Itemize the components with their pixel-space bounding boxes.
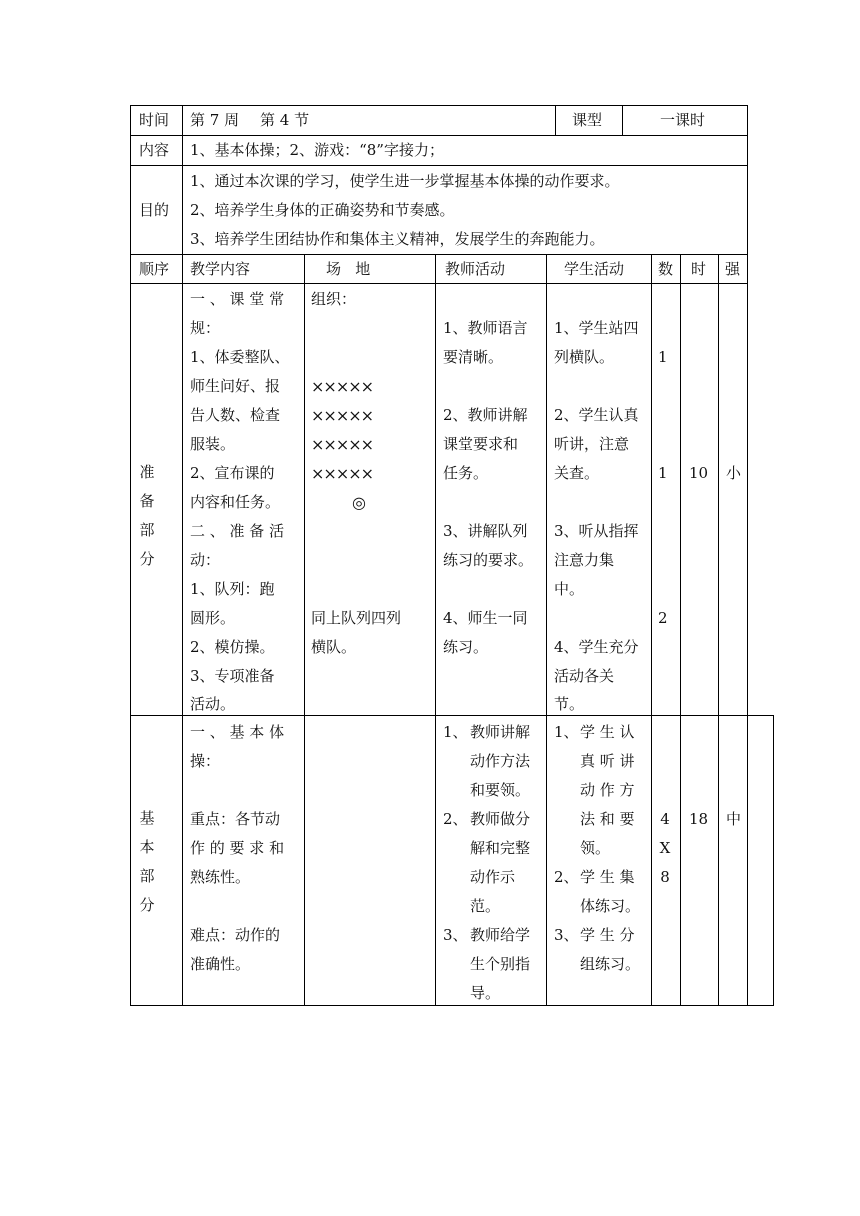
basic-teacher-line: 生个别指 bbox=[470, 955, 531, 973]
prep-content-line: 动： bbox=[190, 551, 221, 569]
goal-line: 1、通过本次课的学习，使学生进一步掌握基本体操的动作要求。 bbox=[190, 172, 620, 190]
basic-teacher-line: 教师做分 bbox=[470, 810, 531, 828]
basic-label-char: 部 bbox=[139, 867, 155, 885]
col-intensity: 强 bbox=[725, 260, 741, 278]
basic-teacher-line: 解和完整 bbox=[470, 839, 531, 857]
prep-student-line: 注意力集 bbox=[554, 551, 615, 569]
basic-student-line: 学 生 集 bbox=[580, 868, 635, 886]
prep-teacher-line: 练习。 bbox=[443, 638, 489, 656]
basic-teacher-line: 和要领。 bbox=[470, 781, 531, 799]
venue-title: 组织： bbox=[311, 290, 357, 308]
goal-line: 3、培养学生团结协作和集体主义精神，发展学生的奔跑能力。 bbox=[190, 230, 605, 248]
prep-label-char: 分 bbox=[139, 550, 155, 568]
basic-count-char: 4 bbox=[660, 810, 670, 828]
basic-intensity: 中 bbox=[726, 810, 742, 828]
prep-content-line: 内容和任务。 bbox=[190, 493, 281, 511]
content-value: 1、基本体操；2、游戏：“8”字接力； bbox=[190, 141, 444, 159]
prep-content-line: 一 、 课 堂 常 bbox=[190, 290, 285, 308]
prep-student-line: 活动各关 bbox=[554, 667, 615, 685]
basic-student-no: 2、 bbox=[554, 868, 579, 886]
basic-student-line: 动 作 方 bbox=[580, 781, 635, 799]
basic-student-no: 3、 bbox=[554, 926, 579, 944]
basic-teacher-line: 动作示 bbox=[470, 868, 516, 886]
basic-label-char: 分 bbox=[139, 896, 155, 914]
prep-content-line: 二 、 准 备 活 bbox=[190, 522, 285, 540]
basic-content-line: 作 的 要 求 和 bbox=[190, 839, 285, 857]
prep-teacher-line: 1、教师语言 bbox=[443, 319, 528, 337]
col-count: 数 bbox=[658, 260, 674, 278]
basic-count-char: 8 bbox=[660, 868, 670, 886]
prep-teacher-line: 课堂要求和 bbox=[443, 435, 519, 453]
col-time: 时 bbox=[691, 260, 707, 278]
week-label: 第 7 周 bbox=[190, 111, 240, 129]
prep-teacher-line: 4、师生一同 bbox=[443, 609, 528, 627]
prep-content-line: 师生问好、报 bbox=[190, 377, 281, 395]
basic-student-line: 学 生 分 bbox=[580, 926, 635, 944]
basic-student-no: 1、 bbox=[554, 723, 579, 741]
prep-content-line: 活动。 bbox=[190, 695, 236, 713]
prep-content-line: 1、体委整队、 bbox=[190, 348, 290, 366]
prep-content-line: 告人数、检查 bbox=[190, 406, 281, 424]
prep-content-line: 规： bbox=[190, 319, 221, 337]
goal-line: 2、培养学生身体的正确姿势和节奏感。 bbox=[190, 201, 455, 219]
basic-teacher-line: 教师讲解 bbox=[470, 723, 531, 741]
col-venue: 场 地 bbox=[326, 260, 371, 278]
basic-content-line: 熟练性。 bbox=[190, 868, 251, 886]
formation-row: ××××× bbox=[311, 406, 374, 425]
prep-student-line: 关查。 bbox=[554, 464, 600, 482]
prep-student-line: 中。 bbox=[554, 580, 585, 598]
prep-teacher-line: 要清晰。 bbox=[443, 348, 504, 366]
lesson-type-value: 一课时 bbox=[660, 111, 706, 129]
prep-teacher-line: 任务。 bbox=[443, 464, 489, 482]
content-label: 内容 bbox=[139, 141, 170, 159]
prep-student-line: 2、学生认真 bbox=[554, 406, 639, 424]
basic-student-line: 法 和 要 bbox=[580, 810, 635, 828]
basic-teacher-line: 导。 bbox=[470, 984, 501, 1002]
basic-student-line: 组练习。 bbox=[580, 955, 641, 973]
basic-student-line: 领。 bbox=[580, 839, 611, 857]
prep-time: 10 bbox=[689, 464, 709, 482]
prep-label-char: 准 bbox=[139, 463, 155, 481]
section-label: 第 4 节 bbox=[260, 111, 310, 129]
formation-row: ××××× bbox=[311, 464, 374, 483]
formation-row: ××××× bbox=[311, 435, 374, 454]
basic-teacher-line: 范。 bbox=[470, 897, 501, 915]
prep-teacher-line: 2、教师讲解 bbox=[443, 406, 528, 424]
prep-content-line: 圆形。 bbox=[190, 609, 236, 627]
prep-count: 2 bbox=[658, 609, 668, 627]
basic-student-line: 学 生 认 bbox=[580, 723, 635, 741]
time-label: 时间 bbox=[139, 111, 170, 129]
basic-teacher-no: 1、 bbox=[443, 723, 468, 741]
prep-student-line: 列横队。 bbox=[554, 348, 615, 366]
prep-count: 1 bbox=[658, 464, 668, 482]
basic-count-char: X bbox=[659, 839, 671, 857]
prep-count: 1 bbox=[658, 348, 668, 366]
basic-content-line: 准确性。 bbox=[190, 955, 251, 973]
basic-teacher-line: 动作方法 bbox=[470, 752, 531, 770]
prep-student-line: 1、学生站四 bbox=[554, 319, 639, 337]
prep-content-line: 1、队列：跑 bbox=[190, 580, 275, 598]
prep-student-line: 3、听从指挥 bbox=[554, 522, 639, 540]
prep-student-line: 节。 bbox=[554, 695, 585, 713]
basic-teacher-line: 教师给学 bbox=[470, 926, 531, 944]
prep-content-line: 2、模仿操。 bbox=[190, 638, 275, 656]
basic-label-char: 基 bbox=[139, 809, 155, 827]
prep-label-char: 备 bbox=[139, 492, 155, 510]
lesson-type-label: 课型 bbox=[572, 111, 603, 129]
prep-label-char: 部 bbox=[139, 521, 155, 539]
basic-label-char: 本 bbox=[139, 838, 155, 856]
basic-time: 18 bbox=[689, 810, 709, 828]
teacher-position-mark: ◎ bbox=[352, 493, 366, 512]
prep-student-line: 4、学生充分 bbox=[554, 638, 639, 656]
prep-teacher-line: 3、讲解队列 bbox=[443, 522, 528, 540]
prep-intensity: 小 bbox=[726, 464, 742, 482]
prep-content-line: 服装。 bbox=[190, 435, 236, 453]
prep-student-line: 听讲，注意 bbox=[554, 435, 630, 453]
basic-student-line: 真 听 讲 bbox=[580, 752, 635, 770]
basic-teacher-no: 3、 bbox=[443, 926, 468, 944]
goal-label: 目的 bbox=[139, 201, 170, 219]
prep-teacher-line: 练习的要求。 bbox=[443, 551, 534, 569]
formation-row: ××××× bbox=[311, 377, 374, 396]
basic-teacher-no: 2、 bbox=[443, 810, 468, 828]
basic-content-line: 操： bbox=[190, 752, 221, 770]
col-content: 教学内容 bbox=[190, 260, 251, 278]
prep-content-line: 2、宣布课的 bbox=[190, 464, 275, 482]
col-order: 顺序 bbox=[139, 260, 170, 278]
col-student: 学生活动 bbox=[564, 260, 625, 278]
venue-note-line: 横队。 bbox=[311, 638, 357, 656]
prep-content-line: 3、专项准备 bbox=[190, 667, 275, 685]
venue-note-line: 同上队列四列 bbox=[311, 609, 402, 627]
basic-content-line: 一 、 基 本 体 bbox=[190, 723, 285, 741]
col-teacher: 教师活动 bbox=[445, 260, 506, 278]
basic-student-line: 体练习。 bbox=[580, 897, 641, 915]
basic-content-line: 重点：各节动 bbox=[190, 810, 281, 828]
basic-content-line: 难点：动作的 bbox=[190, 926, 281, 944]
